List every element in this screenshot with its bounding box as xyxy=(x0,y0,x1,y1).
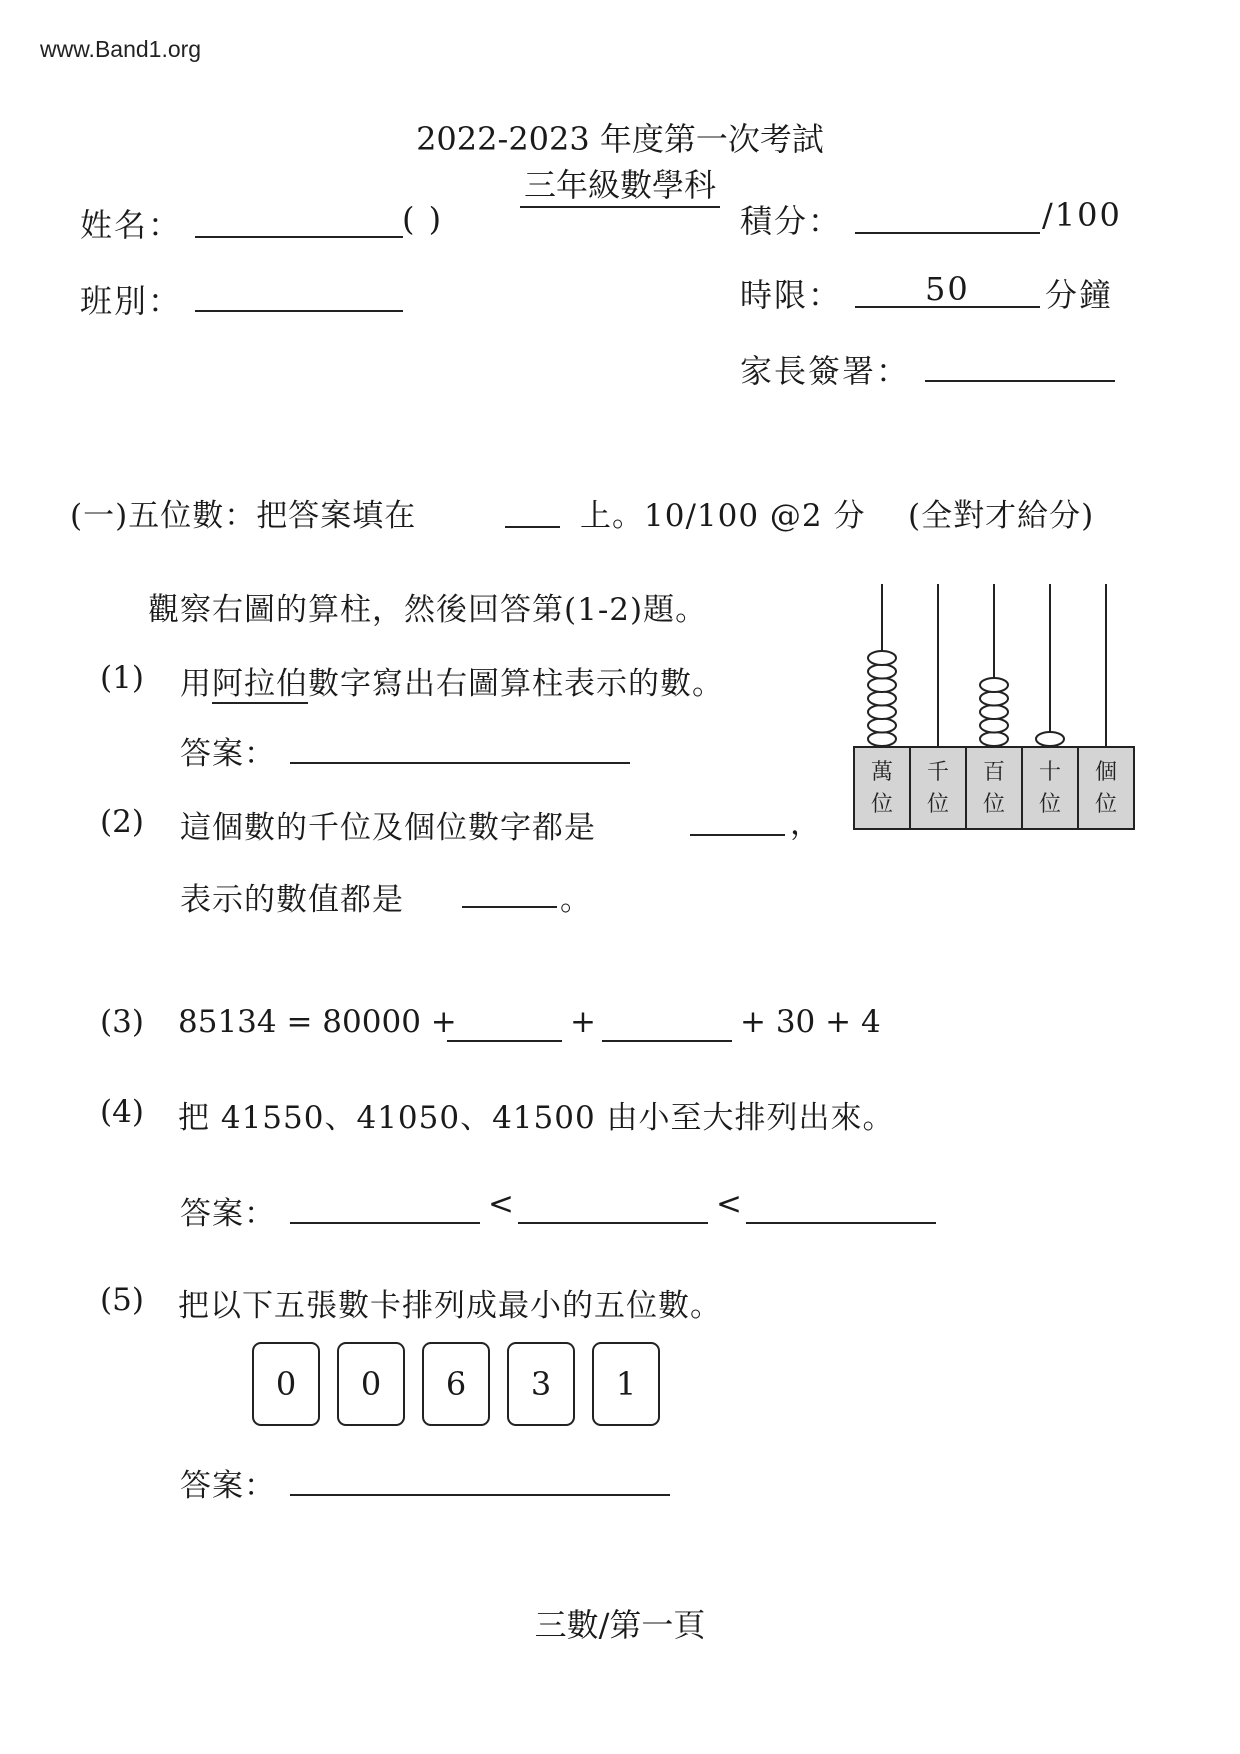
number-card: 0 xyxy=(337,1342,405,1426)
abacus-diagram xyxy=(850,580,1140,835)
abacus-bead xyxy=(980,705,1008,719)
class-label: 班別： xyxy=(80,282,183,320)
abacus-place-label: 十 xyxy=(1038,760,1062,785)
abacus-bead xyxy=(980,678,1008,692)
exam-title: 2022-2023 年度第一次考試 xyxy=(416,120,824,158)
q2-line2: 表示的數值都是 xyxy=(180,882,404,918)
q3-plus: + xyxy=(570,1004,596,1040)
section-blank-example xyxy=(505,526,560,528)
q5-number: (5) xyxy=(100,1282,144,1318)
q2-number: (2) xyxy=(100,804,144,840)
number-card: 0 xyxy=(252,1342,320,1426)
time-limit-label: 時限： xyxy=(740,276,843,314)
page-footer: 三數/第一頁 xyxy=(534,1606,706,1644)
abacus-bead xyxy=(980,732,1008,746)
q3-number: (3) xyxy=(100,1004,144,1040)
abacus-bead xyxy=(1036,732,1064,746)
parent-signature-field[interactable] xyxy=(925,380,1115,382)
q1-text xyxy=(180,658,724,703)
abacus-place-suffix: 位 xyxy=(926,792,950,817)
abacus-bead xyxy=(980,719,1008,733)
abacus-place-label: 萬 xyxy=(870,760,894,785)
name-field[interactable] xyxy=(195,236,403,238)
parent-signature-label: 家長簽署： xyxy=(740,352,911,390)
score-field[interactable] xyxy=(855,232,1040,234)
abacus-place-label: 千 xyxy=(926,760,950,785)
abacus-place-suffix: 位 xyxy=(982,792,1006,817)
score-total: /100 xyxy=(1042,196,1122,234)
abacus-bead xyxy=(868,678,896,692)
time-limit-unit: 分鐘 xyxy=(1045,276,1114,314)
abacus-place-label: 個 xyxy=(1094,760,1118,785)
q2-period: 。 xyxy=(560,882,592,918)
abacus-bead xyxy=(868,665,896,679)
number-card: 1 xyxy=(592,1342,660,1426)
section-note: (全對才給分) xyxy=(908,498,1095,534)
abacus-bead xyxy=(868,719,896,733)
number-card: 6 xyxy=(422,1342,490,1426)
q3-equation-tail: + 30 + 4 xyxy=(740,1004,881,1040)
q4-answer-1[interactable] xyxy=(290,1222,480,1224)
q1-answer-field[interactable] xyxy=(290,762,630,764)
abacus-place-label: 百 xyxy=(982,760,1006,785)
abacus-bead xyxy=(980,692,1008,706)
class-number-paren: ( ) xyxy=(402,200,444,238)
abacus-bead xyxy=(868,692,896,706)
q2-comma: ， xyxy=(790,806,822,842)
q5-answer-field[interactable] xyxy=(290,1494,670,1496)
q4-answer-3[interactable] xyxy=(746,1222,936,1224)
q2-blank-digit[interactable] xyxy=(690,834,785,836)
abacus-bead xyxy=(868,732,896,746)
abacus-place-suffix: 位 xyxy=(870,792,894,817)
time-limit-value: 50 xyxy=(925,270,970,308)
q4-text: 把 41550、41050、41500 由小至大排列出來。 xyxy=(178,1100,895,1136)
q3-equation-lhs: 85134 = 80000 + xyxy=(178,1004,457,1040)
name-label: 姓名： xyxy=(80,206,183,244)
q3-blank-2[interactable] xyxy=(602,1040,732,1042)
abacus-bead xyxy=(868,705,896,719)
abacus-place-suffix: 位 xyxy=(1038,792,1062,817)
q4-less-than-1: < xyxy=(488,1186,514,1222)
class-field[interactable] xyxy=(195,310,403,312)
number-card: 3 xyxy=(507,1342,575,1426)
q1-number: (1) xyxy=(100,660,144,696)
q5-text: 把以下五張數卡排列成最小的五位數。 xyxy=(178,1288,722,1324)
q4-number: (4) xyxy=(100,1094,144,1130)
q1-text-b: 數字寫出右圖算柱表示的數。 xyxy=(308,666,724,702)
abacus-place-suffix: 位 xyxy=(1094,792,1118,817)
watermark-url: www.Band1.org xyxy=(40,36,202,62)
q2-line1: 這個數的千位及個位數字都是 xyxy=(180,810,596,846)
score-label: 積分： xyxy=(740,202,843,240)
q4-less-than-2: < xyxy=(716,1186,742,1222)
q5-answer-label: 答案： xyxy=(180,1468,276,1504)
q1-text-underlined: 阿拉伯 xyxy=(212,666,308,702)
q2-blank-value[interactable] xyxy=(462,906,557,908)
q4-answer-2[interactable] xyxy=(518,1222,708,1224)
q1-text-a: 用 xyxy=(180,666,212,702)
abacus-bead xyxy=(868,651,896,665)
q4-answer-label: 答案： xyxy=(180,1196,276,1232)
q3-blank-1[interactable] xyxy=(447,1040,562,1042)
q1-answer-label: 答案： xyxy=(180,736,276,772)
abacus-intro: 觀察右圖的算柱，然後回答第(1-2)題。 xyxy=(148,592,708,628)
subtitle-text: 三年級數學科 xyxy=(520,166,720,208)
section-heading-b: 上。10/100 @2 分 xyxy=(580,498,866,534)
section-heading-a: (一)五位數：把答案填在 xyxy=(70,498,417,534)
